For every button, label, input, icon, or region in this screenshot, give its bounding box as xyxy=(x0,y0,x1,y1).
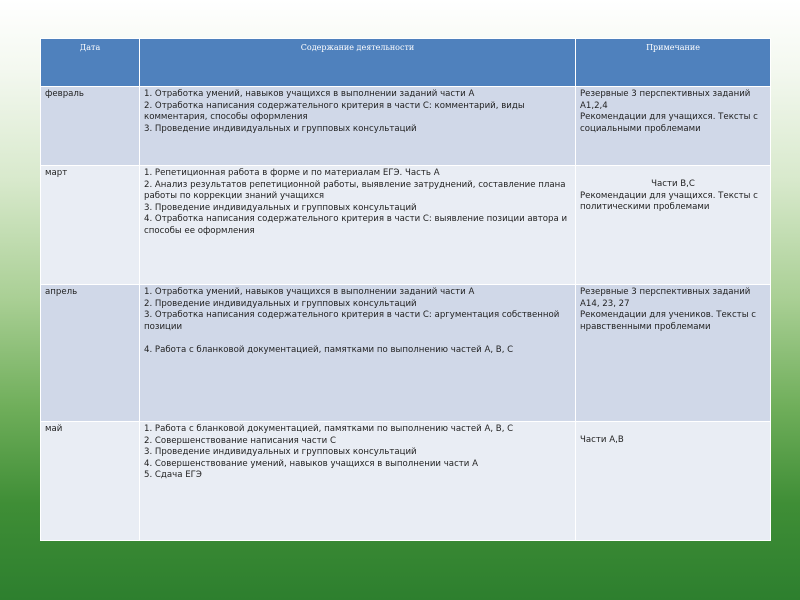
note-item: Рекомендации для учащихся. Тексты с социальными проблемами xyxy=(580,112,758,134)
note-cell xyxy=(576,87,771,166)
table-header-row xyxy=(41,39,771,87)
month-cell: апрель xyxy=(41,285,140,422)
content-item: 1. Работа с бланковой документацией, памятками по выполнению частей А, В, С xyxy=(144,424,514,434)
note-item: Части В,С xyxy=(651,179,695,189)
content-cell xyxy=(140,87,576,166)
content-item: 1. Репетиционная работа в форме и по материалам ЕГЭ. Часть А xyxy=(144,168,440,178)
content-item: 3. Проведение индивидуальных и групповых консультаций xyxy=(144,447,417,458)
content-item: 2. Анализ результатов репетиционной работы, выявление затруднений, составление плана работы по коррекции знаний учащихся xyxy=(144,179,566,202)
month-cell: май xyxy=(41,422,140,541)
month-cell: март xyxy=(41,166,140,285)
content-item: 1. Отработка умений, навыков учащихся в выполнении заданий части А xyxy=(144,287,475,297)
content-cell xyxy=(140,285,576,422)
content-item: 3. Отработка написания содержательного критерия в части С: аргументация собственной позиции xyxy=(144,310,560,332)
header-date: Дата xyxy=(41,39,140,87)
content-item: 5. Сдача ЕГЭ xyxy=(144,470,202,481)
month-cell: февраль xyxy=(41,87,140,166)
schedule-table xyxy=(40,38,771,541)
note-item: Резервные 3 перспективных заданий А1,2,4 xyxy=(580,89,751,111)
header-note: Примечание xyxy=(576,39,771,87)
table-row xyxy=(41,285,771,422)
note-item: Рекомендации для учеников. Тексты с нравственными проблемами xyxy=(580,310,756,332)
content-item: 3. Проведение индивидуальных и групповых консультаций xyxy=(144,202,417,213)
note-item: Резервные 3 перспективных заданий А14, 23, 27 xyxy=(580,287,751,309)
note-item: Рекомендации для учащихся. Тексты с политическими проблемами xyxy=(580,190,758,213)
content-cell xyxy=(140,422,576,541)
line-gap xyxy=(144,333,571,345)
note-spacer xyxy=(580,424,766,435)
content-item: 1. Отработка умений, навыков учащихся в выполнении заданий части А xyxy=(144,89,475,99)
content-item: 2. Отработка написания содержательного критерия в части С: комментарий, виды комментария, способы оформления xyxy=(144,100,525,123)
note-spacer xyxy=(580,168,766,179)
table-row xyxy=(41,166,771,285)
header-content: Содержание деятельности xyxy=(140,39,576,87)
content-item: 2. Проведение индивидуальных и групповых консультаций xyxy=(144,298,417,309)
note-cell xyxy=(576,422,771,541)
table-row xyxy=(41,422,771,541)
content-item: 2. Совершенствование написания части С xyxy=(144,435,336,446)
note-cell xyxy=(576,166,771,285)
content-item: 3. Проведение индивидуальных и групповых консультаций xyxy=(144,123,417,134)
content-item: 4. Работа с бланковой документацией, памятками по выполнению частей А, В, С xyxy=(144,344,514,355)
content-item: 4. Совершенствование умений, навыков учащихся в выполнении части А xyxy=(144,458,478,469)
note-item: Части А,В xyxy=(580,435,624,445)
content-cell xyxy=(140,166,576,285)
content-item: 4. Отработка написания содержательного критерия в части С: выявление позиции автора и способы ее оформления xyxy=(144,214,568,236)
table-row xyxy=(41,87,771,166)
note-cell xyxy=(576,285,771,422)
